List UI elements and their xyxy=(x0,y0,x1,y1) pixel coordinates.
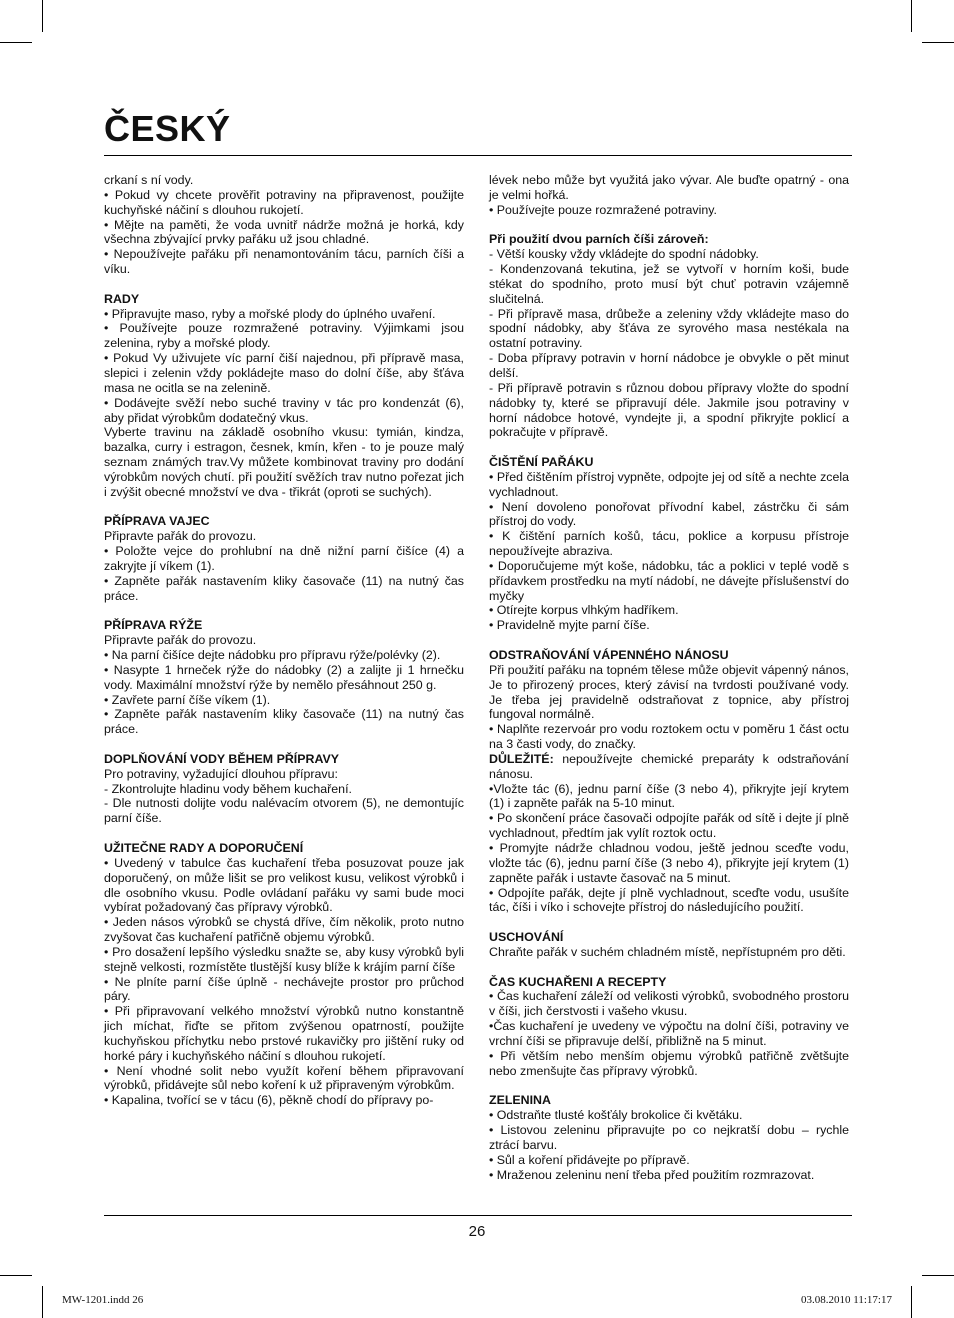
paragraph: • Mějte na paměti, že voda uvnitř nádrže možná je horká, kdy všechna zbývající prvky pařáku už jsou chladné. xyxy=(104,217,464,247)
paragraph: • K čištění parních košů, tácu, poklice a korpusu přístroje nepoužívejte abraziva. xyxy=(489,529,849,559)
section-heading: ODSTRAŇOVÁNÍ VÁPENNÉHO NÁNOSU xyxy=(489,648,729,662)
section-heading: ČIŠTĚNÍ PAŘÁKU xyxy=(489,455,594,470)
paragraph: • Odpojíte pařák, dejte jí plně vychladnout, sceďte vodu, usušíte tác, číši i víko i schovejte přístroj do následujícího použití. xyxy=(489,885,849,915)
paragraph: • Sůl a koření přidávejte po přípravě. xyxy=(489,1152,690,1167)
paragraph: • Naplňte rezervoár pro vodu roztokem octu v poměru 1 část octu na 3 časti vody, do značky. xyxy=(489,722,849,752)
crop-mark xyxy=(922,42,954,43)
section-heading: USCHOVÁNÍ xyxy=(489,930,564,945)
page-number: 26 xyxy=(468,1223,486,1240)
paragraph: • Doporučujeme mýt koše, nádobku, tác a poklici v teplé vodě s přídavkem prostředku na mytí nádobí, ne dávejte příslušenství do myčky xyxy=(489,558,849,603)
paragraph: - Zkontrolujte hladinu vody během kuchaření. xyxy=(104,781,352,796)
paragraph: - Doba přípravy potravin v horní nádobce je obvykle o pět minut delší. xyxy=(489,351,849,380)
paragraph: Vyberte travinu na základě osobního vkusu: tymián, kindza, bazalka, curry i estragon, česnek, kmín, křen - to je pouze malý seznam známých trav.Vy můžete kombinovat traviny pro dodání výrobkům nových chutí. při použití svěžích trav nutno pořezat jich i zvýšit obecné množství ve dva - třikrát (oproti se suchých). xyxy=(104,425,464,499)
paragraph: • Při větším nebo menším objemu výrobků patřičně zvětšujte nebo zmenšujte čas přípravy výrobků. xyxy=(489,1048,849,1078)
paragraph: - Při přípravě potravin s různou dobou přípravy vložte do spodní nádobky ty, které se připravují déle. Jakmile jsou potraviny v horní nádobce hotové, vyndejte ji, a spodní přikryjte poklicí a pokračujte v přípravě. xyxy=(489,380,849,440)
paragraph: - Při přípravě masa, drůbeže a zeleniny vždy vkládejte maso do spodní nádobky, aby šťáva ze syrového masa nestékala na ostatní potraviny. xyxy=(489,306,849,351)
paragraph-gap xyxy=(489,915,849,930)
paragraph: • Mraženou zeleninu není třeba před použitím rozmrazovat. xyxy=(489,1167,815,1182)
paragraph: • Není vhodné solit nebo využít koření během připravovaní výrobků, přidávejte sůl nebo koření k už připraveným výrobkům. xyxy=(104,1063,464,1093)
paragraph-gap xyxy=(489,440,849,455)
paragraph: • Pravidelně myjte parní číše. xyxy=(489,618,650,633)
paragraph: • Před čištěním přístroj vypněte, odpojte jej od sítě a nechte zcela vychladnout. xyxy=(489,469,849,499)
paragraph: • Používejte pouze rozmražené potraviny. Výjimkami jsou zelenina, ryby a mořské plody. xyxy=(104,321,464,351)
header-rule xyxy=(104,155,852,156)
paragraph: • Není dovoleno ponořovat přívodní kabel, zástrčku či sám přístroj do vody. xyxy=(489,499,849,529)
paragraph: • Zavřete parní číše víkem (1). xyxy=(104,692,271,707)
paragraph-text: nepoužívejte chemické preparáty k odstraňování nánosu. xyxy=(489,751,849,781)
footer-filename: MW-1201.indd 26 xyxy=(62,1294,144,1306)
paragraph: • Ne plníte parní číše úplně - nechávejte prostor pro průchod páry. xyxy=(104,974,464,1004)
paragraph: • Pro dosažení lepšího výsledku snažte se, aby kusy výrobků byli stejně velkosti, rozmístěte tlustější kusy blíže k krájím parní číše xyxy=(104,944,464,974)
section-heading: UŽITEČNE RADY A DOPORUČENÍ xyxy=(104,840,304,855)
paragraph: Při použití pařáku na topném tělese může objevit vápenný nános, Je to přirozený proces, který závisí na tvrdosti používané vody. Je třeba jej pravidelně odstraňovat z topnice, aby přístroj fungoval normálně. xyxy=(489,662,849,722)
section-heading: ČAS KUCHAŘENI A RECEPTY xyxy=(489,974,667,989)
paragraph: - Dle nutnosti dolijte vodu nalévacím otvorem (5), ne demontujíc parní číše. xyxy=(104,796,464,826)
paragraph: • Připravujte maso, ryby a mořské plody do úplného uvaření. xyxy=(104,306,436,321)
paragraph: • Používejte pouze rozmražené potraviny. xyxy=(489,202,717,217)
section-heading: ZELENINA xyxy=(489,1093,551,1108)
paragraph-gap xyxy=(104,277,464,292)
paragraph xyxy=(489,752,849,782)
paragraph: • Položte vejce do prohlubní na dně nižní parní čišíce (4) a zakryjte jí víkem (1). xyxy=(104,544,464,573)
section-heading: PŘÍPRAVA RÝŽE xyxy=(104,618,203,633)
paragraph: Připravte pařák do provozu. xyxy=(104,633,257,648)
paragraph-gap xyxy=(104,826,464,841)
paragraph: •Čas kuchaření je uvedeny ve výpočtu na dolní číši, potraviny ve vrchní číši se připravuje delší, přibližně na 5 minut. xyxy=(489,1019,849,1048)
paragraph: • Uvedený v tabulce čas kuchaření třeba posuzovat pouze jak doporučený, on může lišit se pro velikost kusu, velikost výrobků i dle osobního vkusu. Podle ovládaní pařáku vy sami bude moci vybírat požadovaný čas přípravy výrobků. xyxy=(104,855,464,915)
paragraph: lévek nebo může byt využitá jako vývar. Ale buďte opatrný - ona je velmi hořká. xyxy=(489,173,849,202)
paragraph: •Vložte tác (6), jednu parní číše (3 nebo 4), přikryjte její krytem (1) i zapněte pařák na 5-10 minut. xyxy=(489,781,849,811)
bold-label: DŮLEŽITÉ: xyxy=(489,751,554,766)
paragraph: • Pokud vy chcete prověřit potraviny na připravenost, použijte kuchyňské náčiní s dlouhou rukojetí. xyxy=(104,187,464,217)
paragraph: Připravte pařák do provozu. xyxy=(104,529,257,544)
paragraph: • Při připravovaní velkého množství výrobků nutno konstantně jich míchat, řiďte se přitom zvýšenou opatrností, použijte kuchyňskou příchytku nebo prstové rukavičky pro jištění ruky od horké páry i kuchyňského náčiní s dlouhou rukojetí. xyxy=(104,1004,464,1063)
paragraph: • Zapněte pařák nastavením kliky časovače (11) na nutný čas práce. xyxy=(104,573,464,603)
paragraph-gap xyxy=(104,500,464,515)
crop-mark xyxy=(911,0,912,32)
paragraph-gap xyxy=(489,218,849,233)
paragraph: Chraňte pařák v suchém chladném místě, nepřístupném pro děti. xyxy=(489,944,846,959)
paragraph: crkaní s ní vody. xyxy=(104,173,194,187)
paragraph-gap xyxy=(104,603,464,618)
footer-rule xyxy=(104,1215,852,1216)
paragraph: • Na parní čišíce dejte nádobku pro přípravu rýže/polévky (2). xyxy=(104,648,441,662)
paragraph-gap xyxy=(489,960,849,975)
paragraph: - Větší kousky vždy vkládejte do spodní nádobky. xyxy=(489,247,759,262)
section-heading: PŘÍPRAVA VAJEC xyxy=(104,514,210,529)
paragraph: Pro potraviny, vyžadující dlouhou přípravu: xyxy=(104,766,338,781)
crop-mark xyxy=(0,42,32,43)
page-title: ČESKÝ xyxy=(104,108,231,149)
crop-mark xyxy=(42,0,43,32)
crop-mark xyxy=(922,1275,954,1276)
crop-mark xyxy=(0,1275,32,1276)
crop-mark xyxy=(911,1286,912,1318)
paragraph: • Listovou zeleninu připravujte po co nejkratší dobu – rychle ztrácí barvu. xyxy=(489,1123,849,1152)
paragraph: • Promyjte nádrže chladnou vodou, ještě jednou sceďte vodu, vložte tác (6), jednu parní číše (3 nebo 4), přikryjte její krytem (1) zapněte pařák i ustavte časovač na 5 minut. xyxy=(489,840,849,885)
paragraph: - Kondenzovaná tekutina, jež se vytvoří v horním koši, bude stékat do spodního, proto musí být chuť potravin vzájemně slučitelná. xyxy=(489,262,849,306)
paragraph: • Nasypte 1 hrneček rýže do nádobky (2) a zalijte ji 1 hrnečku vody. Maximální množství rýže by nemělo přesáhnout 250 g. xyxy=(104,662,464,692)
paragraph: • Jeden násos výrobků se chystá dříve, čím několik, proto nutno zvyšovat čas kuchaření patřičně objemu výrobků. xyxy=(104,915,464,945)
crop-mark xyxy=(42,1286,43,1318)
paragraph-gap xyxy=(104,737,464,752)
paragraph: • Čas kuchaření záleží od velikosti výrobků, svobodného prostoru v číši, jich čerstvosti i vašeho vkusu. xyxy=(489,989,849,1019)
paragraph-gap xyxy=(489,633,849,648)
paragraph-gap xyxy=(489,1078,849,1093)
section-heading: RADY xyxy=(104,291,140,306)
paragraph: • Kapalina, tvořící se v tácu (6), pěkně chodí do přípravy po- xyxy=(104,1093,434,1108)
paragraph: • Nepoužívejte pařáku při nenamontováním tácu, parních číši a víku. xyxy=(104,247,464,277)
left-column xyxy=(104,173,464,1108)
paragraph: • Po skončení práce časovači odpojíte pařák od sítě i dejte jí plně vychladnout, předtím jak vylít roztok octu. xyxy=(489,811,849,841)
section-heading: DOPLŇOVÁNÍ VODY BĚHEM PŘÍPRAVY xyxy=(104,751,339,766)
paragraph: • Zapněte pařák nastavením kliky časovače (11) na nutný čas práce. xyxy=(104,707,464,737)
footer-timestamp: 03.08.2010 11:17:17 xyxy=(801,1294,892,1306)
paragraph: • Odstraňte tlusté košťály brokolice či květáku. xyxy=(489,1108,743,1123)
right-column xyxy=(489,173,849,1182)
section-heading: Při použití dvou parních číši zároveň: xyxy=(489,232,709,247)
paragraph: • Pokud Vy uživujete víc parní čiší najednou, při přípravě masa, slepici i zelenin vždy pokládejte maso do dolní číše, aby šťáva masa ne ocitla se na zelenině. xyxy=(104,351,464,395)
paragraph: • Dodávejte svěží nebo suché traviny v tác pro kondenzát (6), aby přidat výrobkům dodatečný vkus. xyxy=(104,395,464,425)
paragraph: • Otírejte korpus vlhkým hadříkem. xyxy=(489,603,679,618)
